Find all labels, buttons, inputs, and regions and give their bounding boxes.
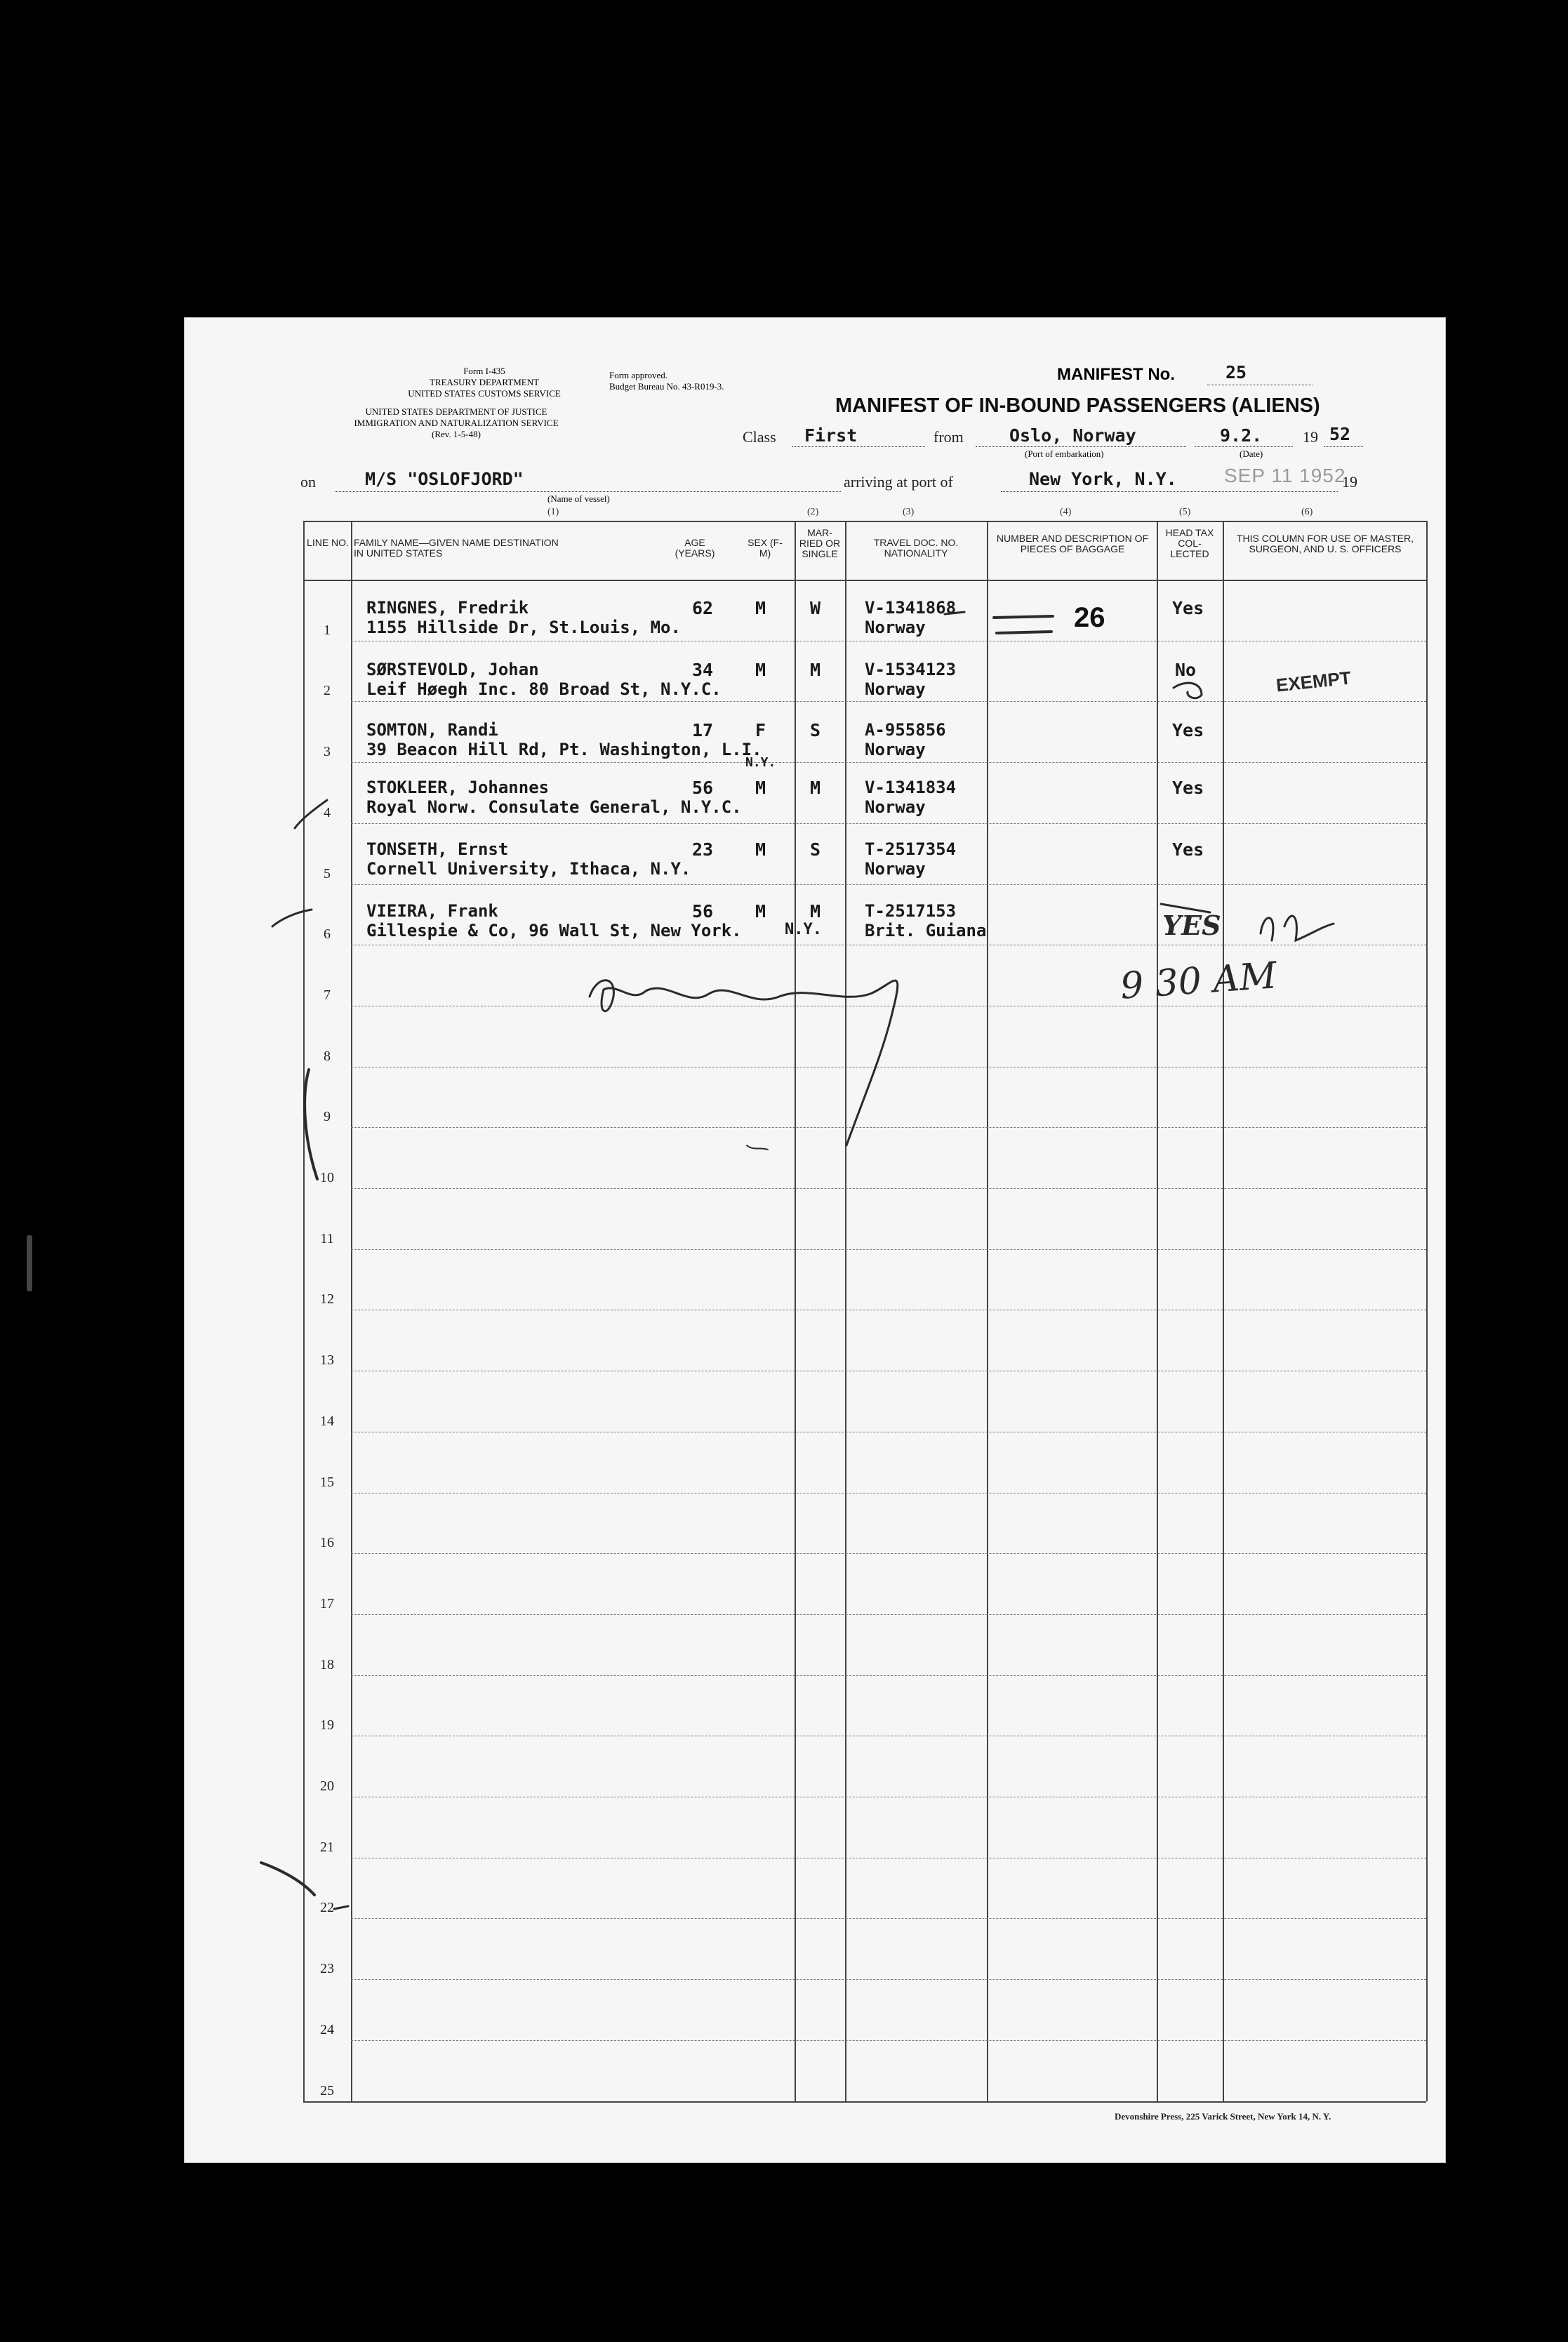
passenger-age: 62 <box>692 598 714 618</box>
manifest-no-label: MANIFEST No. <box>1057 365 1175 384</box>
passenger-nationality: Norway <box>865 679 926 699</box>
baggage-strokes <box>994 616 1053 633</box>
passenger-destination: Gillespie & Co, 96 Wall St, New York. <box>366 921 742 940</box>
officer-initials <box>1261 916 1334 940</box>
passenger-destination: Cornell University, Ithaca, N.Y. <box>366 859 691 879</box>
passenger-tax-handwritten: YES <box>1162 910 1221 941</box>
passenger-marital: W <box>810 598 821 618</box>
col-number: (1) <box>547 507 559 517</box>
passenger-sex: M <box>755 598 766 618</box>
passenger-doc: T-2517354 <box>865 839 957 859</box>
passenger-nationality: Brit. Guiana <box>865 921 987 940</box>
tax-strike <box>1161 904 1210 912</box>
baggage-dash <box>945 612 964 614</box>
passenger-nationality: Norway <box>865 797 926 817</box>
passenger-name: STOKLEER, Johannes <box>366 778 550 797</box>
header-sex: SEX (F-M) <box>748 537 783 559</box>
date-value: 9.2. <box>1220 425 1263 446</box>
line-number: 9 <box>324 1109 331 1125</box>
passenger-destination: 1155 Hillside Dr, St.Louis, Mo. <box>366 618 681 637</box>
passenger-age: 56 <box>692 901 714 922</box>
margin-tick <box>334 1906 348 1909</box>
header-officers: THIS COLUMN FOR USE OF MASTER, SURGEON, AND U. S. OFFICERS <box>1236 533 1414 554</box>
header-head-tax: HEAD TAX COL- LECTED <box>1165 527 1214 559</box>
passenger-destination: 39 Beacon Hill Rd, Pt. Washington, L.I. <box>366 740 762 759</box>
tax-check-mark <box>1174 683 1202 698</box>
header-married: MAR- RIED OR SINGLE <box>799 527 841 559</box>
passenger-age: 17 <box>692 720 714 740</box>
header-name: FAMILY NAME—GIVEN NAME DESTINATION IN UNITED STATES <box>354 537 559 559</box>
passenger-name: SØRSTEVOLD, Johan <box>366 660 539 679</box>
passenger-marital: S <box>810 720 821 740</box>
passenger-marital: M <box>810 901 821 922</box>
header-travel-doc: TRAVEL DOC. NO. NATIONALITY <box>873 537 959 559</box>
passenger-sex: F <box>755 720 766 740</box>
passenger-tax: Yes <box>1172 598 1204 618</box>
line-number: 8 <box>324 1048 331 1064</box>
year-prefix-2: 19 <box>1342 473 1357 491</box>
printer-footer: Devonshire Press, 225 Varick Street, New York 14, N. Y. <box>1115 2111 1331 2122</box>
treasury-dept: TREASURY DEPARTMENT <box>429 377 540 387</box>
line-number: 4 <box>324 804 331 820</box>
revision: (Rev. 1-5-48) <box>432 429 481 439</box>
form-title: MANIFEST OF IN-BOUND PASSENGERS (ALIENS) <box>835 394 1320 417</box>
arriving-label: arriving at port of <box>844 473 953 491</box>
line-number: 7 <box>324 987 331 1003</box>
passenger-doc: A-955856 <box>865 720 946 740</box>
line-number: 19 <box>320 1717 334 1734</box>
line-number: 18 <box>320 1656 334 1672</box>
line-number: 23 <box>320 1961 334 1977</box>
handwritten-time: 9 30 AM <box>1119 954 1278 1008</box>
line-number: 10 <box>320 1170 334 1185</box>
passenger-marital: M <box>810 660 821 680</box>
header-baggage: NUMBER AND DESCRIPTION OF PIECES OF BAGGAGE <box>996 533 1149 554</box>
line-number: 21 <box>320 1839 334 1855</box>
form-approved: Form approved. <box>609 370 668 380</box>
line-number: 16 <box>320 1535 334 1551</box>
line-number: 13 <box>320 1352 334 1369</box>
arrival-port: New York, N.Y. <box>1029 469 1177 489</box>
line-number: 12 <box>320 1291 334 1308</box>
justice-dept: UNITED STATES DEPARTMENT OF JUSTICE <box>365 406 547 417</box>
budget-bureau: Budget Bureau No. 43-R019-3. <box>609 381 724 392</box>
line-number: 14 <box>320 1413 334 1429</box>
passenger-name: VIEIRA, Frank <box>366 901 498 921</box>
officer-signature <box>590 980 898 1145</box>
passenger-name: SOMTON, Randi <box>366 720 498 740</box>
passenger-tax: Yes <box>1172 839 1204 860</box>
from-value: Oslo, Norway <box>1009 425 1136 446</box>
passenger-sex: M <box>755 901 766 922</box>
port-embark-caption: (Port of embarkation) <box>1025 448 1104 459</box>
vessel-name: M/S "OSLOFJORD" <box>365 469 524 489</box>
line-number: 6 <box>324 926 331 943</box>
passenger-marital: S <box>810 839 821 860</box>
passenger-destination: Royal Norw. Consulate General, N.Y.C. <box>366 797 742 817</box>
year-value: 52 <box>1329 424 1351 444</box>
class-value: First <box>804 425 858 446</box>
line-number: 1 <box>324 622 331 638</box>
passenger-sex: M <box>755 660 766 680</box>
col-number: (4) <box>1060 507 1072 517</box>
header-line-no: LINE NO. <box>307 537 349 548</box>
vessel-caption: (Name of vessel) <box>547 493 610 504</box>
line-number: 22 <box>320 1900 334 1916</box>
small-mark <box>747 1145 768 1150</box>
col-number: (2) <box>807 507 819 517</box>
passenger-tax: No <box>1175 660 1197 680</box>
passenger-destination-cont: N.Y. <box>785 921 822 938</box>
passenger-doc: V-1341868 <box>865 598 957 618</box>
on-label: on <box>300 473 316 491</box>
from-label: from <box>934 428 964 446</box>
baggage-count: 26 <box>1074 602 1105 633</box>
line-number: 24 <box>320 2021 334 2037</box>
col-number: (5) <box>1179 507 1191 517</box>
line-number: 15 <box>320 1474 334 1490</box>
year-prefix: 19 <box>1303 428 1318 446</box>
ins-name: IMMIGRATION AND NATURALIZATION SERVICE <box>354 418 559 428</box>
passenger-nationality: Norway <box>865 859 926 879</box>
col-number: (3) <box>903 507 915 517</box>
line-number: 3 <box>324 744 331 760</box>
customs-service: UNITED STATES CUSTOMS SERVICE <box>408 388 561 399</box>
passenger-age: 23 <box>692 839 714 860</box>
passenger-destination-cont: N.Y. <box>745 755 776 770</box>
passenger-nationality: Norway <box>865 618 926 637</box>
margin-tick <box>272 910 312 926</box>
margin-tick <box>261 1863 314 1895</box>
date-stamp: SEP 11 1952 <box>1224 465 1346 486</box>
passenger-sex: M <box>755 778 766 798</box>
margin-bracket <box>305 1070 317 1179</box>
manifest-no-value: 25 <box>1225 362 1247 382</box>
line-number: 2 <box>324 683 331 699</box>
line-number: 17 <box>320 1595 334 1611</box>
margin-tick <box>295 800 327 828</box>
passenger-tax: Yes <box>1172 720 1204 740</box>
form-id: Form I-435 <box>463 366 505 376</box>
line-number: 11 <box>320 1230 334 1246</box>
class-label: Class <box>743 428 776 446</box>
line-number: 5 <box>324 865 331 881</box>
header-age: AGE (YEARS) <box>675 537 715 559</box>
passenger-age: 34 <box>692 660 714 680</box>
passenger-tax: Yes <box>1172 778 1204 798</box>
passenger-marital: M <box>810 778 821 798</box>
passenger-age: 56 <box>692 778 714 798</box>
line-number: 20 <box>320 1778 334 1794</box>
passenger-doc: T-2517153 <box>865 901 957 921</box>
passenger-destination: Leif Høegh Inc. 80 Broad St, N.Y.C. <box>366 679 722 699</box>
passenger-name: TONSETH, Ernst <box>366 839 509 859</box>
passenger-name: RINGNES, Fredrik <box>366 598 529 618</box>
officer-note: EXEMPT <box>1275 667 1353 696</box>
passenger-nationality: Norway <box>865 740 926 759</box>
passenger-doc: V-1341834 <box>865 778 957 797</box>
passenger-sex: M <box>755 839 766 860</box>
col-number: (6) <box>1301 507 1313 517</box>
passenger-doc: V-1534123 <box>865 660 957 679</box>
date-caption: (Date) <box>1240 448 1263 459</box>
line-number: 25 <box>320 2082 334 2098</box>
